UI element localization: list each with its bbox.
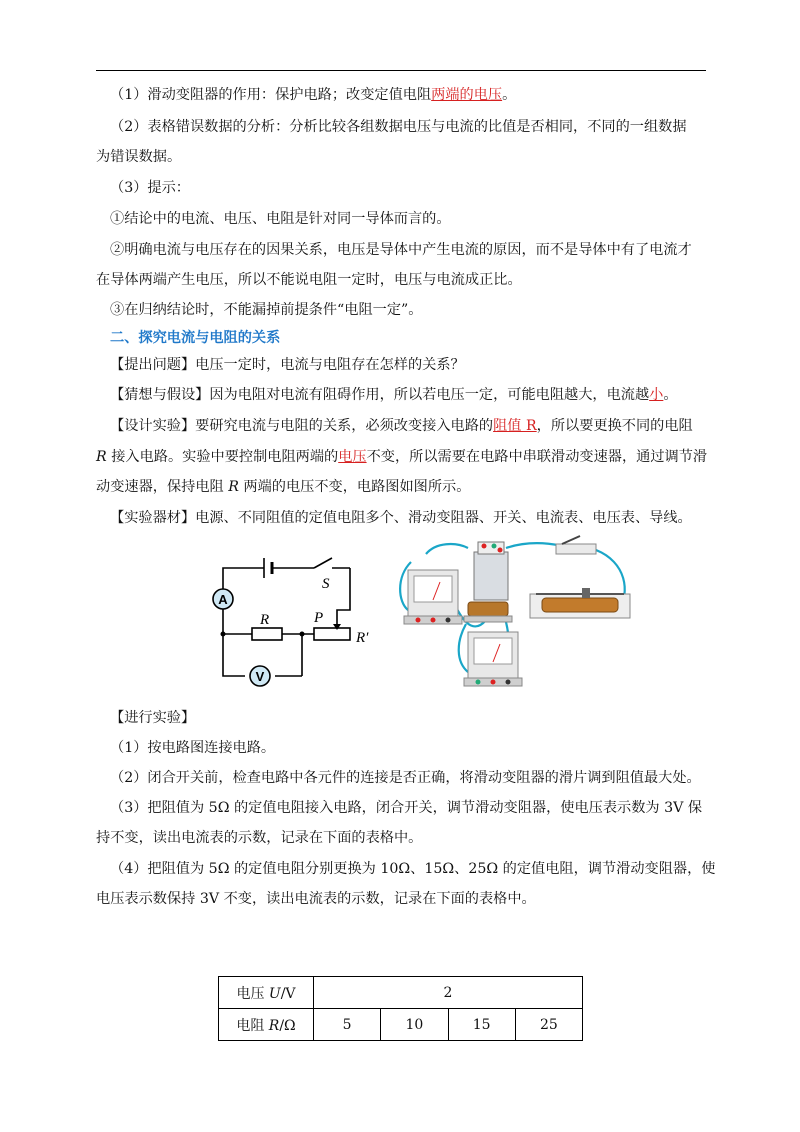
text-line-8: ③在归纳结论时，不能漏掉前提条件“电阻一定”。 xyxy=(110,302,423,318)
switch-label: S xyxy=(322,576,330,592)
table-cell: 2 xyxy=(314,977,583,1009)
text-line-21: （4）把阻值为 5Ω 的定值电阻分别更换为 10Ω、15Ω、25Ω 的定值电阻，调节滑动变阻器，使 xyxy=(110,861,716,877)
text-line-12 xyxy=(110,416,706,436)
symbol-r: R xyxy=(96,449,107,465)
text-span: 。 xyxy=(502,87,517,103)
table-cell: 10 xyxy=(381,1009,448,1041)
text-span: /Ω xyxy=(279,1017,296,1034)
text-line-13 xyxy=(96,447,708,467)
table-row xyxy=(219,977,583,1009)
highlight-answer: 阻值 R xyxy=(493,418,537,434)
section-heading: 二、探究电流与电阻的关系 xyxy=(110,330,281,346)
highlight-answer: 电压 xyxy=(338,449,367,465)
text-line-16: 【进行实验】 xyxy=(110,710,196,726)
rheostat-label: R′ xyxy=(356,630,369,646)
text-span: 电阻 xyxy=(236,1017,269,1034)
text-line-14 xyxy=(96,477,692,497)
text-span: 电压 xyxy=(236,985,269,1002)
table-row xyxy=(219,1009,583,1041)
text-span: 两端的电压不变，电路图如图所示。 xyxy=(238,479,471,495)
text-line-4: （3）提示： xyxy=(110,180,190,196)
header-rule xyxy=(96,70,706,71)
apparatus-illustration xyxy=(396,532,636,697)
text-line-2: （2）表格错误数据的分析：分析比较各组数据电压与电流的比值是否相同，不同的一组数据 xyxy=(110,119,687,135)
table-cell: 15 xyxy=(448,1009,515,1041)
symbol-r: R xyxy=(268,1017,280,1034)
symbol-u: U xyxy=(268,985,281,1002)
text-line-18: （2）闭合开关前，检查电路中各元件的连接是否正确，将滑动变阻器的滑片调到阻值最大处。 xyxy=(110,770,701,786)
table-row-label xyxy=(219,977,314,1009)
text-line-11 xyxy=(110,385,706,405)
slider-label: P xyxy=(314,610,324,626)
symbol-r: R xyxy=(228,479,239,495)
ammeter-label: A xyxy=(218,592,228,607)
table-cell: 25 xyxy=(515,1009,582,1041)
text-line-15: 【实验器材】电源、不同阻值的定值电阻多个、滑动变阻器、开关、电流表、电压表、导线。 xyxy=(110,510,692,526)
highlight-answer: 小 xyxy=(649,387,664,403)
circuit-diagram xyxy=(204,544,384,694)
text-line-5: ①结论中的电流、电压、电阻是针对同一导体而言的。 xyxy=(110,211,451,227)
text-line-1 xyxy=(110,85,706,105)
text-span: 不变，所以需要在电路中串联滑动变速器，通过调节滑 xyxy=(366,449,708,465)
text-line-3: 为错误数据。 xyxy=(96,149,182,165)
text-line-17: （1）按电路图连接电路。 xyxy=(110,740,276,756)
text-span: 【猜想与假设】因为电阻对电流有阻碍作用，所以若电压一定，可能电阻越大，电流越 xyxy=(110,387,650,403)
text-line-10: 【提出问题】电压一定时，电流与电阻存在怎样的关系？ xyxy=(110,357,465,373)
text-span: ，所以要更换不同的电阻 xyxy=(536,418,693,434)
text-span: 。 xyxy=(663,387,678,403)
text-span: 接入电路。实验中要控制电阻两端的 xyxy=(106,449,339,465)
voltmeter-label: V xyxy=(255,669,265,684)
text-span: （1）滑动变阻器的作用：保护电路；改变定值电阻 xyxy=(110,87,432,103)
resistor-label: R xyxy=(260,612,270,628)
table-cell: 5 xyxy=(314,1009,381,1041)
table-row-label xyxy=(219,1009,314,1041)
text-span: 【设计实验】要研究电流与电阻的关系，必须改变接入电路的 xyxy=(110,418,494,434)
highlight-answer: 两端的电压 xyxy=(431,87,503,103)
text-span: /V xyxy=(280,985,296,1002)
text-line-7: 在导体两端产生电压，所以不能说电阻一定时，电压与电流成正比。 xyxy=(96,272,522,288)
data-table xyxy=(218,976,583,1041)
text-span: 动变速器，保持电阻 xyxy=(96,479,229,495)
text-line-19: （3）把阻值为 5Ω 的定值电阻接入电路，闭合开关，调节滑动变阻器，使电压表示数为 3V 保 xyxy=(110,800,703,816)
text-line-22: 电压表示数保持 3V 不变，读出电流表的示数，记录在下面的表格中。 xyxy=(96,891,536,907)
text-line-6: ②明确电流与电压存在的因果关系，电压是导体中产生电流的原因，而不是导体中有了电流才 xyxy=(110,242,692,258)
text-line-20: 持不变，读出电流表的示数，记录在下面的表格中。 xyxy=(96,830,423,846)
